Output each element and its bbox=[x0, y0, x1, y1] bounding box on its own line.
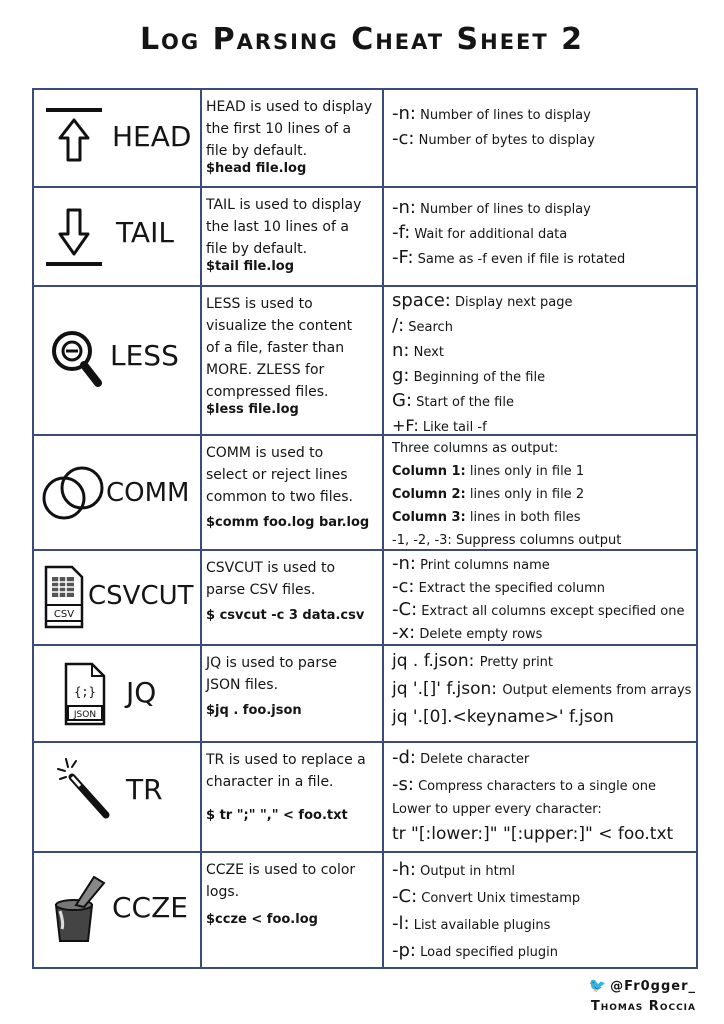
command-name: COMM bbox=[106, 478, 190, 508]
command-description: TR is used to replace a character in a file. bbox=[206, 752, 366, 790]
option-line: -n: Print columns name bbox=[392, 553, 550, 574]
table-row-tail bbox=[34, 188, 696, 287]
head-arrow-up-icon bbox=[40, 98, 106, 178]
page-title: Log Parsing Cheat Sheet 2 bbox=[139, 22, 585, 57]
option-line: -s: Compress characters to a single one bbox=[392, 774, 657, 795]
option-line: -C: Extract all columns except specified one bbox=[392, 599, 685, 620]
csv-file-icon bbox=[42, 565, 86, 631]
option-line: G: Start of the file bbox=[392, 390, 514, 411]
option-line: g: Beginning of the file bbox=[392, 365, 546, 386]
command-example: $ccze < foo.log bbox=[206, 912, 318, 927]
command-example: $tail file.log bbox=[206, 259, 295, 274]
option-line: +F: Like tail -f bbox=[392, 416, 487, 434]
command-name: LESS bbox=[110, 339, 179, 372]
option-line: -x: Delete empty rows bbox=[392, 622, 543, 643]
option-line: -c: Extract the specified column bbox=[392, 576, 605, 597]
table-row-comm bbox=[34, 436, 696, 551]
option-line: -c: Number of bytes to display bbox=[392, 128, 595, 149]
option-line: -p: Load specified plugin bbox=[392, 940, 559, 961]
command-description: JQ is used to parse JSON files. bbox=[206, 655, 337, 693]
command-description: CCZE is used to color logs. bbox=[206, 862, 356, 900]
output-note: Three columns as output: bbox=[392, 441, 559, 456]
option-line: jq '.[]' f.json: Output elements from arrays bbox=[392, 679, 692, 699]
svg-text:CSV: CSV bbox=[53, 609, 75, 620]
command-example: $less file.log bbox=[206, 402, 299, 417]
table-row-csvcut bbox=[34, 551, 696, 646]
magic-wand-icon bbox=[56, 755, 126, 835]
magnifier-icon bbox=[46, 323, 112, 403]
command-example: $ tr ";" "," < foo.txt bbox=[206, 808, 348, 823]
option-line: jq '.[0].<keyname>' f.json bbox=[392, 707, 614, 727]
option-line: space: Display next page bbox=[392, 290, 573, 311]
option-line: Column 3: lines in both files bbox=[392, 510, 581, 525]
option-line: -1, -2, -3: Suppress columns output bbox=[392, 533, 622, 548]
command-name: CCZE bbox=[112, 891, 188, 924]
venn-circles-icon bbox=[40, 458, 110, 528]
option-line: jq . f.json: Pretty print bbox=[392, 651, 554, 671]
option-line: Column 1: lines only in file 1 bbox=[392, 464, 585, 479]
option-line: -h: Output in html bbox=[392, 859, 515, 880]
command-example: $head file.log bbox=[206, 161, 307, 176]
command-name: CSVCUT bbox=[88, 581, 194, 611]
command-name: JQ bbox=[126, 676, 157, 709]
command-example: $jq . foo.json bbox=[206, 703, 302, 718]
command-name: HEAD bbox=[112, 120, 192, 153]
option-line: -n: Number of lines to display bbox=[392, 197, 591, 218]
svg-text:{;}: {;} bbox=[74, 685, 96, 699]
command-description: HEAD is used to display the first 10 lines of a file by default. bbox=[206, 99, 373, 159]
svg-text:JSON: JSON bbox=[73, 710, 97, 720]
option-line: -C: Convert Unix timestamp bbox=[392, 886, 581, 907]
cheat-sheet-table bbox=[32, 88, 698, 969]
option-line: n: Next bbox=[392, 340, 444, 361]
tail-arrow-down-icon bbox=[40, 194, 106, 274]
command-description: LESS is used to visualize the content of a file, faster than MORE. ZLESS for compressed files. bbox=[206, 296, 353, 400]
command-description: TAIL is used to display the last 10 lines of a file by default. bbox=[206, 197, 362, 257]
twitter-bird-icon: 🐦 bbox=[588, 978, 608, 994]
table-row-less bbox=[34, 287, 696, 436]
command-example: $ csvcut -c 3 data.csv bbox=[206, 608, 365, 623]
author-name: Thomas Roccia bbox=[590, 999, 696, 1014]
twitter-handle[interactable]: @Fr0gger_ bbox=[610, 979, 696, 994]
option-line: -f: Wait for additional data bbox=[392, 222, 568, 243]
command-name: TR bbox=[126, 773, 163, 806]
option-line: -l: List available plugins bbox=[392, 913, 551, 934]
option-line: -n: Number of lines to display bbox=[392, 103, 591, 124]
command-description: CSVCUT is used to parse CSV files. bbox=[206, 560, 336, 598]
option-line: -F: Same as -f even if file is rotated bbox=[392, 247, 626, 268]
table-row-tr bbox=[34, 743, 696, 853]
table-row-head bbox=[34, 90, 696, 188]
command-description: COMM is used to select or reject lines common to two files. bbox=[206, 445, 353, 505]
code-example: tr "[:lower:]" "[:upper:]" < foo.txt bbox=[392, 824, 674, 844]
command-example: $comm foo.log bar.log bbox=[206, 515, 370, 530]
json-file-icon bbox=[60, 662, 110, 728]
paint-bucket-icon bbox=[46, 871, 110, 951]
table-row-ccze bbox=[34, 853, 696, 967]
option-line: Column 2: lines only in file 2 bbox=[392, 487, 585, 502]
option-line: /: Search bbox=[392, 315, 453, 336]
author-credit bbox=[589, 976, 696, 1017]
output-note: Lower to upper every character: bbox=[392, 802, 602, 817]
command-name: TAIL bbox=[116, 216, 174, 249]
table-row-jq bbox=[34, 646, 696, 743]
option-line: -d: Delete character bbox=[392, 747, 530, 768]
